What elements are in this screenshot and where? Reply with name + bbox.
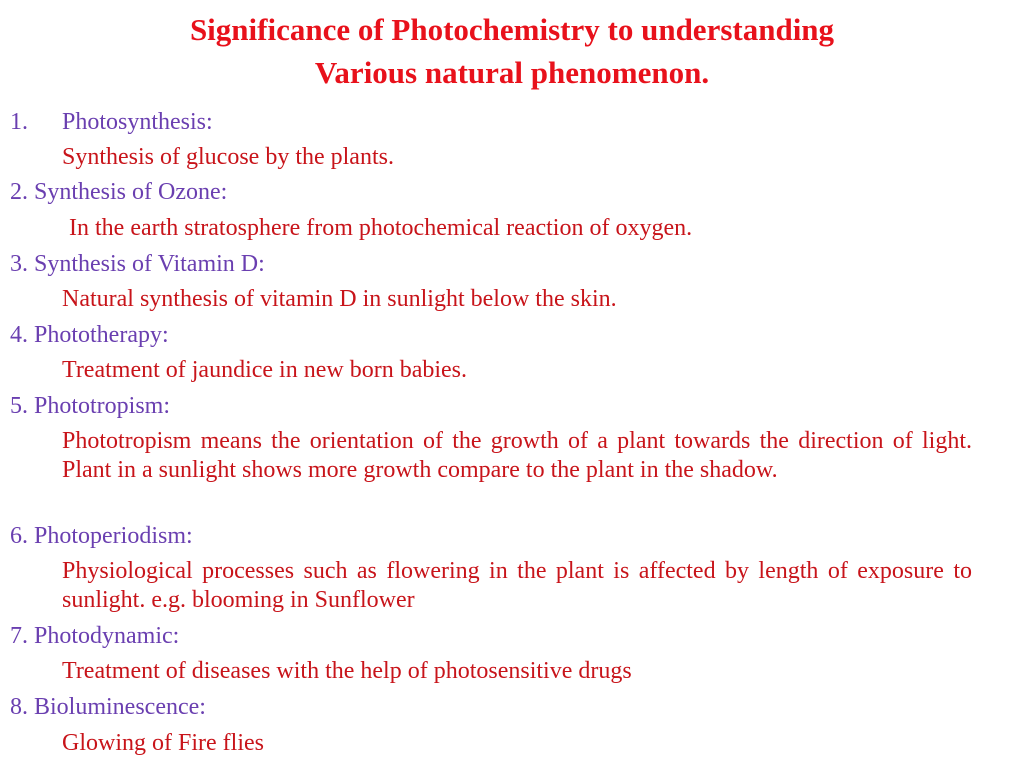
- item-heading-ozone: [10, 178, 227, 206]
- item-heading-photoperiodism: [10, 522, 193, 550]
- item-description-bioluminescence: Glowing of Fire flies: [62, 730, 264, 756]
- item-number: 8.: [10, 694, 28, 720]
- item-heading-text: Phototropism:: [34, 393, 171, 419]
- slide-title: [0, 8, 1024, 94]
- item-heading-text: Phototherapy:: [34, 322, 169, 348]
- item-number: 2.: [10, 179, 28, 205]
- item-heading-text: Synthesis of Ozone:: [34, 179, 228, 205]
- title-line-2: Various natural phenomenon.: [314, 55, 710, 90]
- item-number: 5.: [10, 393, 28, 419]
- item-heading-photosynthesis: [10, 108, 213, 136]
- item-description-vitamin-d: Natural synthesis of vitamin D in sunlight below the skin.: [62, 286, 617, 312]
- title-line-1: Significance of Photochemistry to understanding: [189, 12, 835, 47]
- item-heading-vitamin-d: [10, 250, 265, 278]
- item-number: 4.: [10, 322, 28, 348]
- item-description-phototropism: Phototropism means the orientation of the growth of a plant towards the direction of light. Plant in a sunlight shows more growth compare to the plant in the shadow.: [62, 428, 972, 483]
- item-description-photoperiodism: Physiological processes such as flowering in the plant is affected by length of exposure to sunlight. e.g. blooming in Sunflower: [62, 558, 972, 613]
- item-description-ozone: In the earth stratosphere from photochemical reaction of oxygen.: [69, 215, 693, 241]
- item-heading-phototropism: [10, 392, 170, 420]
- item-number: 7.: [10, 623, 28, 649]
- item-heading-text: Photoperiodism:: [34, 523, 193, 549]
- item-number: 6.: [10, 523, 28, 549]
- item-heading-bioluminescence: [10, 693, 206, 721]
- item-heading-text: Photodynamic:: [34, 623, 180, 649]
- item-description-photosynthesis: Synthesis of glucose by the plants.: [62, 144, 394, 170]
- item-heading-text: Bioluminescence:: [34, 694, 206, 720]
- item-description-photodynamic: Treatment of diseases with the help of photosensitive drugs: [62, 658, 632, 684]
- item-heading-photodynamic: [10, 622, 179, 650]
- item-heading-phototherapy: [10, 321, 169, 349]
- item-heading-text: Synthesis of Vitamin D:: [34, 251, 265, 277]
- item-heading-text: Photosynthesis:: [62, 109, 213, 135]
- item-number: 3.: [10, 251, 28, 277]
- item-number: 1.: [10, 109, 28, 135]
- item-description-phototherapy: Treatment of jaundice in new born babies.: [62, 357, 468, 383]
